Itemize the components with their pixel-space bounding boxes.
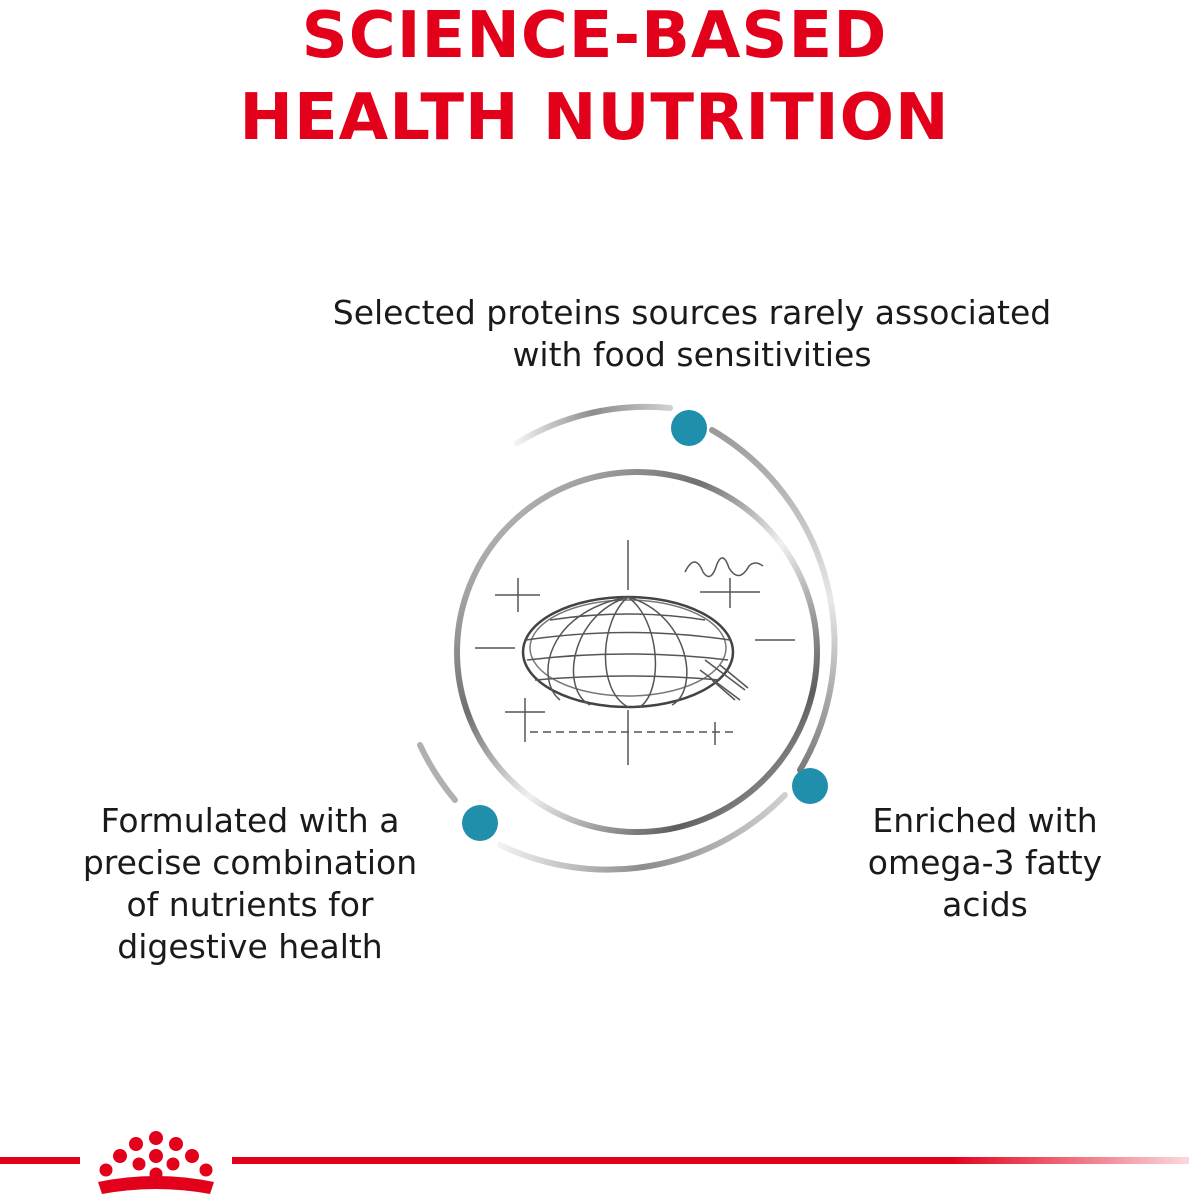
footer-rule-left bbox=[0, 1157, 80, 1164]
caption-line: digestive health bbox=[117, 927, 383, 966]
benefit-dot-top bbox=[671, 410, 707, 446]
caption-line: acids bbox=[942, 885, 1028, 924]
caption-line: with food sensitivities bbox=[512, 335, 872, 374]
crown-logo-icon bbox=[84, 1130, 228, 1200]
inner-ring bbox=[457, 472, 817, 832]
caption-line: of nutrients for bbox=[126, 885, 374, 924]
footer-rule-right bbox=[232, 1157, 1189, 1164]
caption-line: Selected proteins sources rarely associated bbox=[332, 293, 1052, 332]
benefit-dot-right bbox=[792, 768, 828, 804]
caption-line: omega-3 fatty bbox=[867, 843, 1103, 882]
kibble-sketch-icon bbox=[475, 540, 795, 765]
headline-line-1: SCIENCE-BASED bbox=[301, 0, 888, 73]
outer-arc-bottom-left bbox=[420, 745, 455, 800]
caption-line: Enriched with bbox=[872, 801, 1098, 840]
caption-line: Formulated with a bbox=[100, 801, 400, 840]
headline-line-2: HEALTH NUTRITION bbox=[239, 81, 950, 155]
benefit-dot-left bbox=[462, 805, 498, 841]
outer-arc-top bbox=[517, 407, 670, 443]
caption-line: precise combination bbox=[82, 843, 418, 882]
